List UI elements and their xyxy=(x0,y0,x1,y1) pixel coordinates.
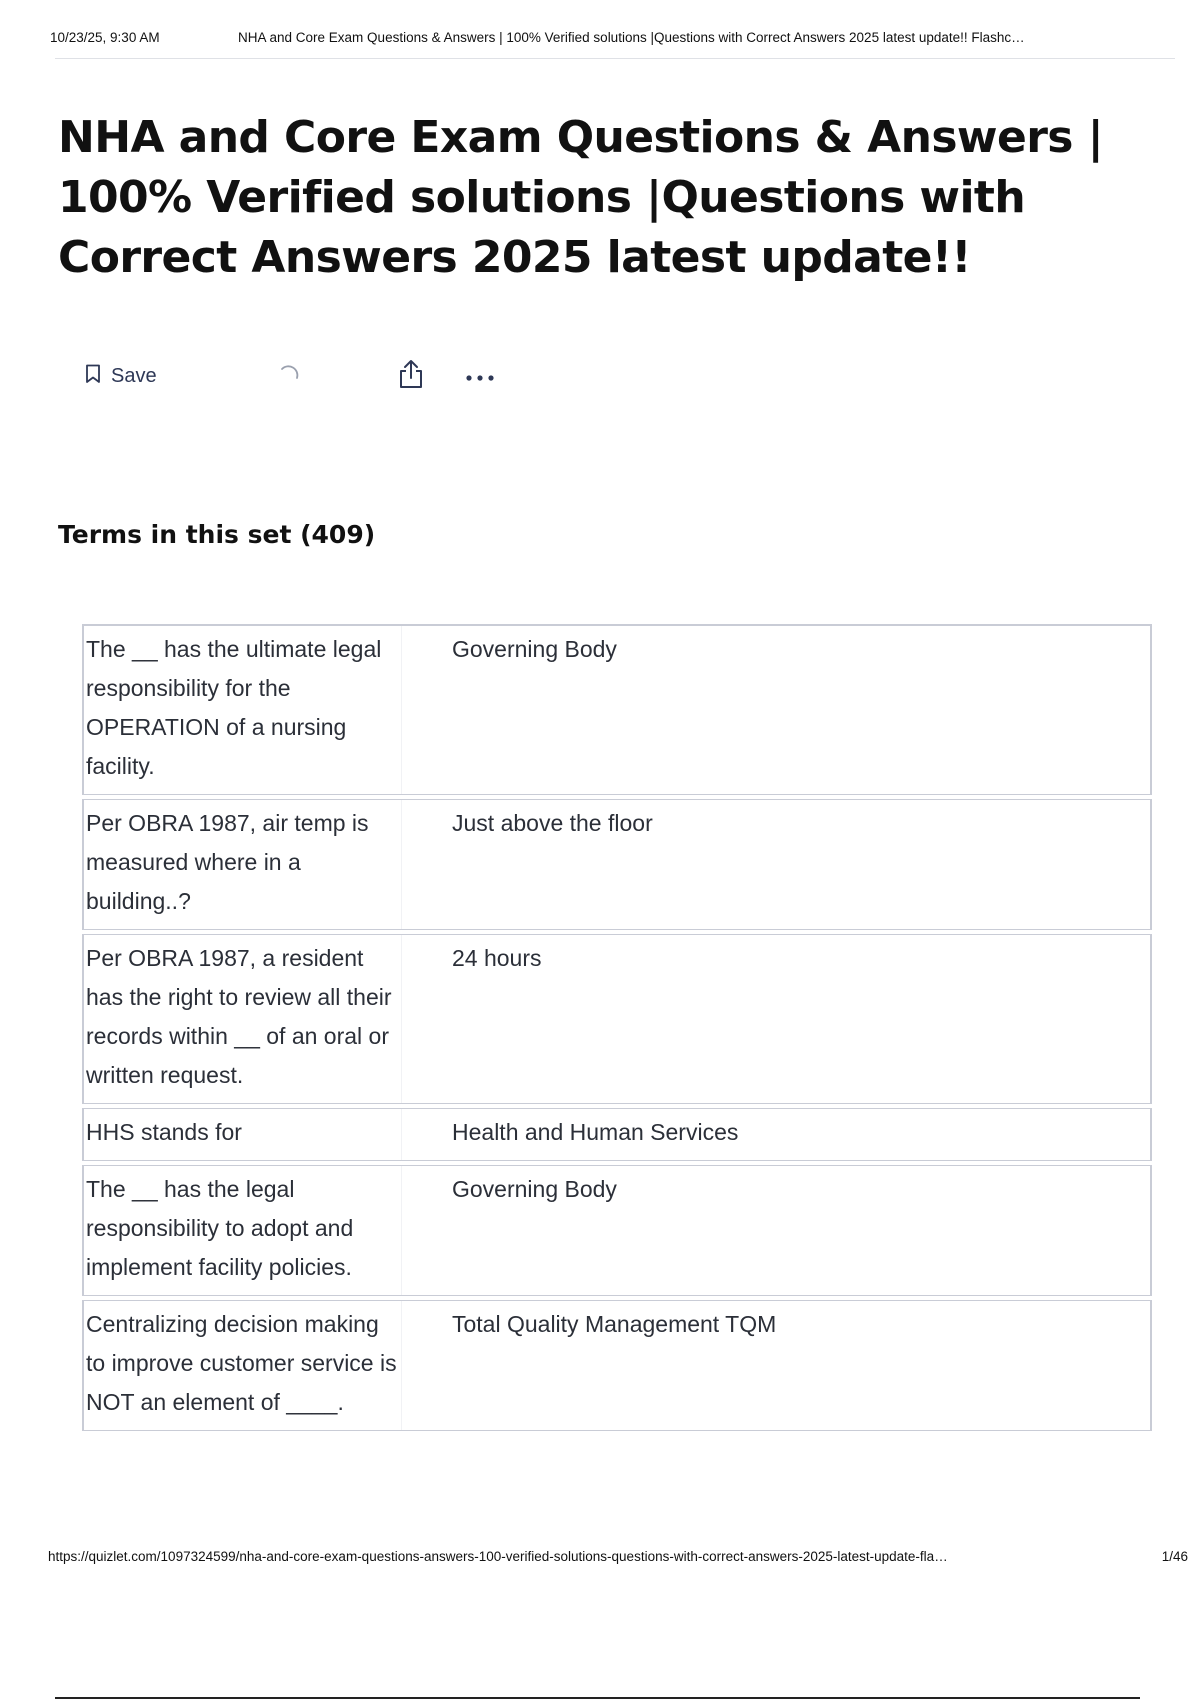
more-icon xyxy=(465,367,495,386)
term-text: The __ has the legal responsibility to adopt and implement facility policies. xyxy=(84,1166,402,1295)
bookmark-icon xyxy=(85,364,101,388)
print-url: https://quizlet.com/1097324599/nha-and-core-exam-questions-answers-100-verified-solutions-questions-with-correct-answers-2025-latest-update-fla… xyxy=(48,1549,948,1564)
term-row xyxy=(82,799,1152,930)
header-divider xyxy=(55,58,1175,59)
terms-list xyxy=(82,624,1152,1435)
more-button[interactable] xyxy=(465,360,495,392)
terms-heading: Terms in this set (409) xyxy=(58,520,376,549)
save-button[interactable] xyxy=(85,360,157,392)
term-row xyxy=(82,1165,1152,1296)
term-row xyxy=(82,934,1152,1104)
definition-text: Governing Body xyxy=(452,1176,617,1202)
definition-text: Just above the floor xyxy=(452,810,653,836)
page-title: NHA and Core Exam Questions & Answers | 100% Verified solutions |Questions with Correct Answers 2025 latest update!! xyxy=(58,112,1104,283)
term-text: Per OBRA 1987, a resident has the right to review all their records within __ of an oral or written request. xyxy=(84,935,402,1103)
print-datetime: 10/23/25, 9:30 AM xyxy=(50,30,160,45)
save-label: Save xyxy=(111,364,157,387)
term-text: Per OBRA 1987, air temp is measured where in a building..? xyxy=(84,800,402,929)
definition-text: 24 hours xyxy=(452,945,542,971)
share-button[interactable] xyxy=(397,360,425,392)
definition-text: Governing Body xyxy=(452,636,617,662)
print-doc-title: NHA and Core Exam Questions & Answers | 100% Verified solutions |Questions with Correct Answers 2025 latest update!! Flashc… xyxy=(238,30,1025,45)
definition-text: Health and Human Services xyxy=(452,1119,739,1145)
term-row xyxy=(82,624,1152,795)
share-icon xyxy=(397,359,425,393)
term-text: HHS stands for xyxy=(84,1109,402,1160)
page-number: 1/46 xyxy=(1161,1549,1188,1564)
term-row xyxy=(82,1108,1152,1161)
term-row xyxy=(82,1300,1152,1431)
definition-text: Total Quality Management TQM xyxy=(452,1311,777,1337)
term-text: Centralizing decision making to improve customer service is NOT an element of ____. xyxy=(84,1301,402,1430)
loading-icon xyxy=(277,360,301,392)
page-bottom-divider xyxy=(55,1697,1140,1699)
term-text: The __ has the ultimate legal responsibility for the OPERATION of a nursing facility. xyxy=(84,626,402,794)
